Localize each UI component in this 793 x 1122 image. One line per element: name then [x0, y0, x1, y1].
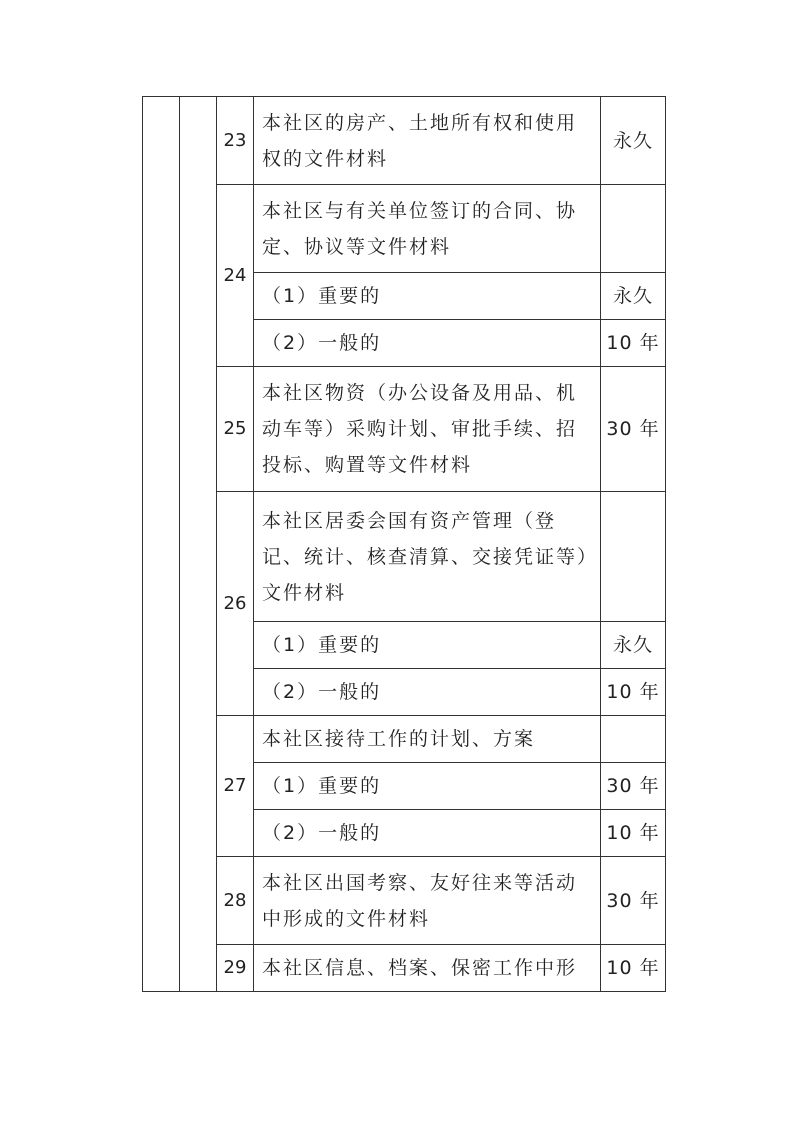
- retention-period: 永久: [601, 97, 666, 185]
- description-line: 文件材料: [262, 581, 347, 604]
- item-number: 24: [217, 185, 254, 367]
- retention-period: [601, 185, 666, 273]
- description-line: 投标、购置等文件材料: [262, 454, 473, 476]
- retention-period: 30 年: [601, 857, 666, 945]
- item-description: [254, 810, 601, 857]
- table-row: [143, 367, 666, 492]
- retention-period: 10 年: [601, 810, 666, 857]
- item-number: 28: [217, 857, 254, 945]
- table-row: [143, 857, 666, 945]
- description-line: 本社区与有关单位签订的合同、协: [262, 199, 578, 222]
- item-number: 26: [217, 492, 254, 716]
- description-line: 动车等）采购计划、审批手续、招: [262, 418, 578, 440]
- retention-period: 10 年: [601, 669, 666, 716]
- category-column-cell: [143, 97, 180, 992]
- description-line: （2）一般的: [262, 822, 382, 844]
- description-line: 本社区信息、档案、保密工作中形: [262, 957, 578, 979]
- item-description: [254, 716, 601, 763]
- retention-period: 30 年: [601, 367, 666, 492]
- table-row: [143, 97, 666, 185]
- description-line: 权的文件材料: [262, 147, 389, 170]
- retention-period: 30 年: [601, 763, 666, 810]
- item-description: [254, 320, 601, 367]
- item-number: 27: [217, 716, 254, 857]
- retention-table-body: [143, 97, 666, 992]
- subcategory-column-cell: [180, 97, 217, 992]
- description-line: （2）一般的: [262, 332, 382, 354]
- item-description: [254, 622, 601, 669]
- item-description: [254, 97, 601, 185]
- description-line: 本社区物资（办公设备及用品、机: [262, 382, 578, 404]
- description-line: 本社区接待工作的计划、方案: [262, 728, 536, 750]
- item-number: 29: [217, 945, 254, 992]
- retention-table: [142, 96, 666, 992]
- description-line: 中形成的文件材料: [262, 907, 431, 930]
- description-line: （1）重要的: [262, 285, 382, 307]
- table-row: [143, 716, 666, 763]
- description-line: （2）一般的: [262, 681, 382, 703]
- description-line: 定、协议等文件材料: [262, 235, 452, 258]
- item-description: [254, 857, 601, 945]
- retention-period: [601, 716, 666, 763]
- item-description: [254, 185, 601, 273]
- item-description: [254, 763, 601, 810]
- retention-period: 10 年: [601, 945, 666, 992]
- item-number: 23: [217, 97, 254, 185]
- retention-period: 10 年: [601, 320, 666, 367]
- description-line: 本社区居委会国有资产管理（登: [262, 509, 557, 532]
- item-description: [254, 273, 601, 320]
- description-line: 记、统计、核查清算、交接凭证等）: [262, 545, 599, 568]
- description-line: （1）重要的: [262, 634, 382, 656]
- table-row: [143, 945, 666, 992]
- table-row: [143, 185, 666, 273]
- retention-period: 永久: [601, 273, 666, 320]
- item-description: [254, 367, 601, 492]
- retention-period: [601, 492, 666, 622]
- retention-period: 永久: [601, 622, 666, 669]
- description-line: 本社区出国考察、友好往来等活动: [262, 871, 578, 894]
- table-row: [143, 492, 666, 622]
- description-line: 本社区的房产、土地所有权和使用: [262, 111, 578, 134]
- item-description: [254, 945, 601, 992]
- item-description: [254, 669, 601, 716]
- item-description: [254, 492, 601, 622]
- description-line: （1）重要的: [262, 775, 382, 797]
- item-number: 25: [217, 367, 254, 492]
